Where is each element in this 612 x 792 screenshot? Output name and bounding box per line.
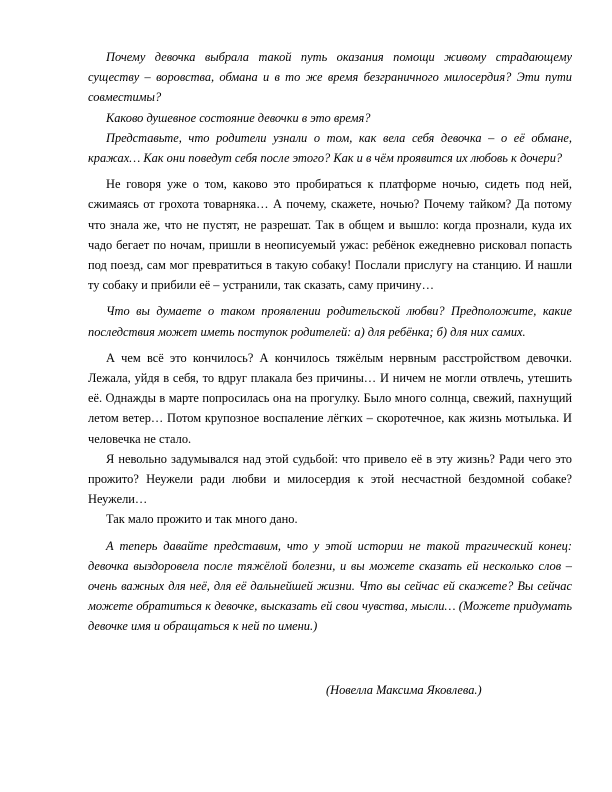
story-paragraph: Я невольно задумывался над этой судьбой: что привело её в эту жизнь? Ради чего это прожито? Неужели ради любви и милосердия к этой несчастной бездомной собаке? Неужели… (88, 451, 572, 507)
story-paragraph: Так мало прожито и так много дано. (106, 512, 298, 527)
question-paragraph: Что вы думаете о таком проявлении родительской любви? Предположите, какие последствия может иметь поступок родителей: а) для ребёнка; б) для них самих. (88, 304, 572, 339)
question-paragraph: Представьте, что родители узнали о том, как вела себя девочка – о её обмане, кражах… Как они поведут себя после этого? Как и в чём проявится их любовь к дочери? (88, 130, 572, 166)
question-paragraph: Почему девочка выбрала такой путь оказания помощи живому страдающему существу – воровства, обмана и в то же время безграничного милосердия? Эти пути совместимы? (88, 50, 572, 105)
question-paragraph: Каково душевное состояние девочки в это время? (106, 110, 371, 125)
document-body (88, 47, 572, 637)
source-attribution: (Новелла Максима Яковлева.) (326, 683, 482, 697)
story-paragraph: Не говоря уже о том, каково это пробираться к платформе ночью, сидеть под ней, сжимаясь от грохота товарняка… А почему, скажете, ночью? Почему тайком? Да потому что знала же, что не пустят, не разрешат. Так в общем и вышло: когда прознали, куда их чадо бегает по ночам, пришли в неописуемый ужас: ребёнок ежедневно рисковал попасть под поезд, сам мог превратиться в такую собаку! Послали прислугу на станцию. И нашли ту собаку и прибили её – устранили, так сказать, саму причину… (88, 177, 572, 293)
story-paragraph: А чем всё это кончилось? А кончилось тяжёлым нервным расстройством девочки. Лежала, уйдя в себя, то вдруг плакала без причины… И ничем не могли отвлечь, утешить её. Однажды в марте попросилась она на прогулку. Было много солнца, свежий, пахнущий летом ветер… Потом крупозное воспаление лёгких – скоротечное, как жизнь мотылька. И человечка не стало. (88, 350, 572, 446)
question-paragraph: А теперь давайте представим, что у этой истории не такой трагический конец: девочка выздоровела после тяжёлой болезни, и вы можете сказать ей несколько слов – очень важных для неё, для её дальнейшей жизни. Что вы сейчас ей скажете? Вы сейчас можете обратиться к девочке, высказать ей свои чувства, мысли… (Можете придумать девочке имя и обращаться к ней по имени.) (88, 538, 572, 634)
